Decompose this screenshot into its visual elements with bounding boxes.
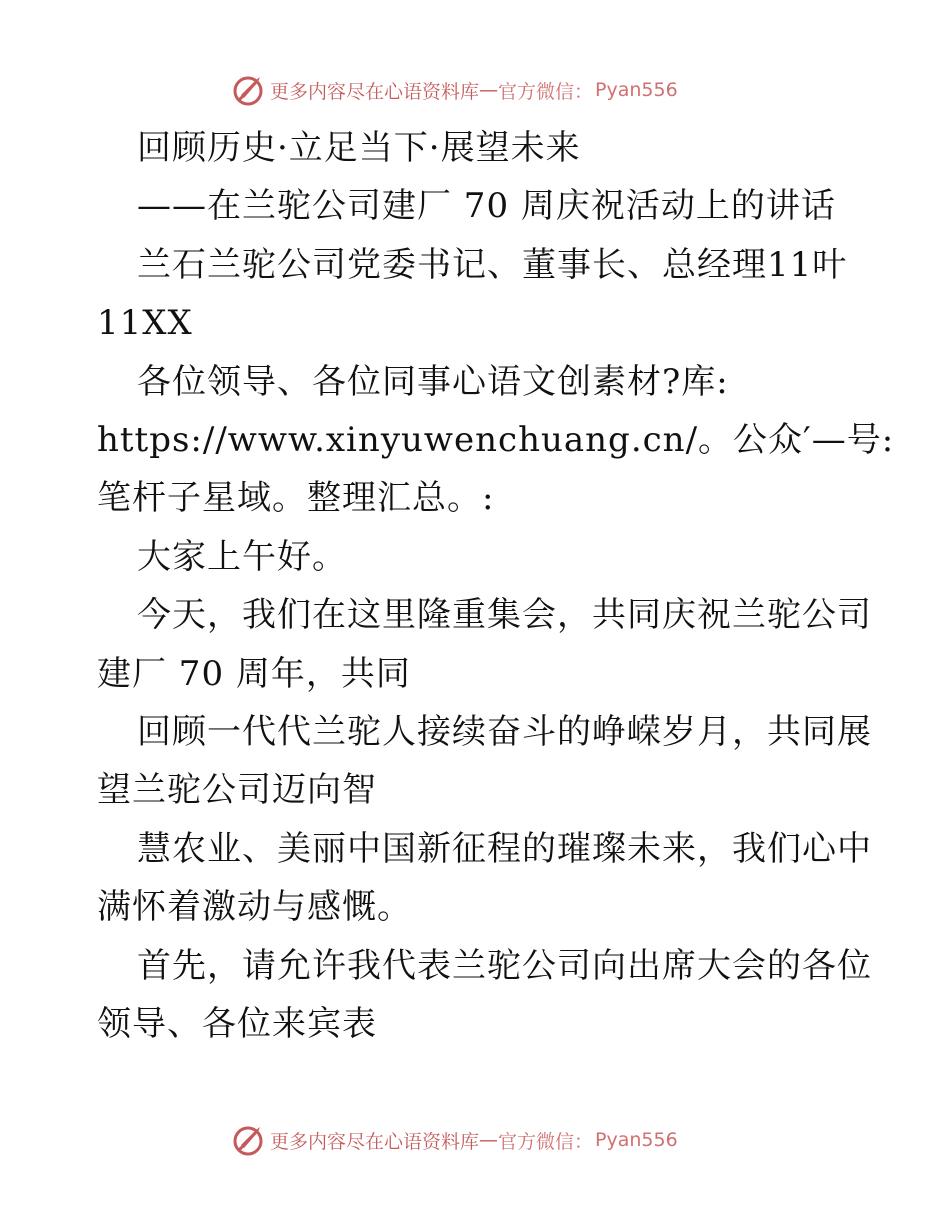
paragraph-line: 各位领导、各位同事心语文创素材?库:: [137, 362, 729, 402]
paragraph-line: 今天，我们在这里隆重集会，共同庆祝兰驼公司: [137, 595, 872, 635]
speaker-line-cont: 11XX: [97, 303, 193, 343]
paragraph-line: https://www.xinyuwenchuang.cn/。公众′—号:: [97, 420, 895, 460]
watermark-main-text: 更多内容尽在心语资料库: [270, 1130, 480, 1153]
watermark-dash: —: [479, 1129, 499, 1151]
watermark-sub-text: 官方微信：: [498, 1130, 594, 1153]
paragraph-line: 笔杆子星域。整理汇总。:: [97, 478, 495, 518]
paragraph-line: 建厂 70 周年，共同: [97, 654, 411, 694]
footer-watermark: [232, 1122, 678, 1158]
greeting-line: 大家上午好。: [137, 537, 347, 577]
quill-logo-icon: [232, 1123, 266, 1157]
paragraph-line: 慧农业、美丽中国新征程的璀璨未来，我们心中: [137, 829, 872, 869]
watermark-wechat-id: Pyan556: [595, 79, 678, 101]
watermark-main-text: 更多内容尽在心语资料库: [270, 80, 480, 103]
header-watermark: [232, 72, 678, 108]
paragraph-line: 满怀着激动与感慨。: [97, 887, 412, 927]
paragraph-line: 首先，请允许我代表兰驼公司向出席大会的各位: [137, 946, 872, 986]
watermark-wechat-id: Pyan556: [595, 1129, 678, 1151]
document-subtitle: ——在兰驼公司建厂 70 周庆祝活动上的讲话: [137, 186, 836, 226]
speaker-line: 兰石兰驼公司党委书记、董事长、总经理11叶: [137, 245, 848, 285]
watermark-sub-text: 官方微信：: [498, 80, 594, 103]
watermark-dash: —: [479, 79, 499, 101]
paragraph-line: 领导、各位来宾表: [97, 1004, 377, 1044]
paragraph-line: 回顾一代代兰驼人接续奋斗的峥嵘岁月，共同展: [137, 712, 872, 752]
quill-logo-icon: [232, 73, 266, 107]
document-title: 回顾历史·立足当下·展望未来: [137, 128, 581, 168]
paragraph-line: 望兰驼公司迈向智: [97, 770, 377, 810]
